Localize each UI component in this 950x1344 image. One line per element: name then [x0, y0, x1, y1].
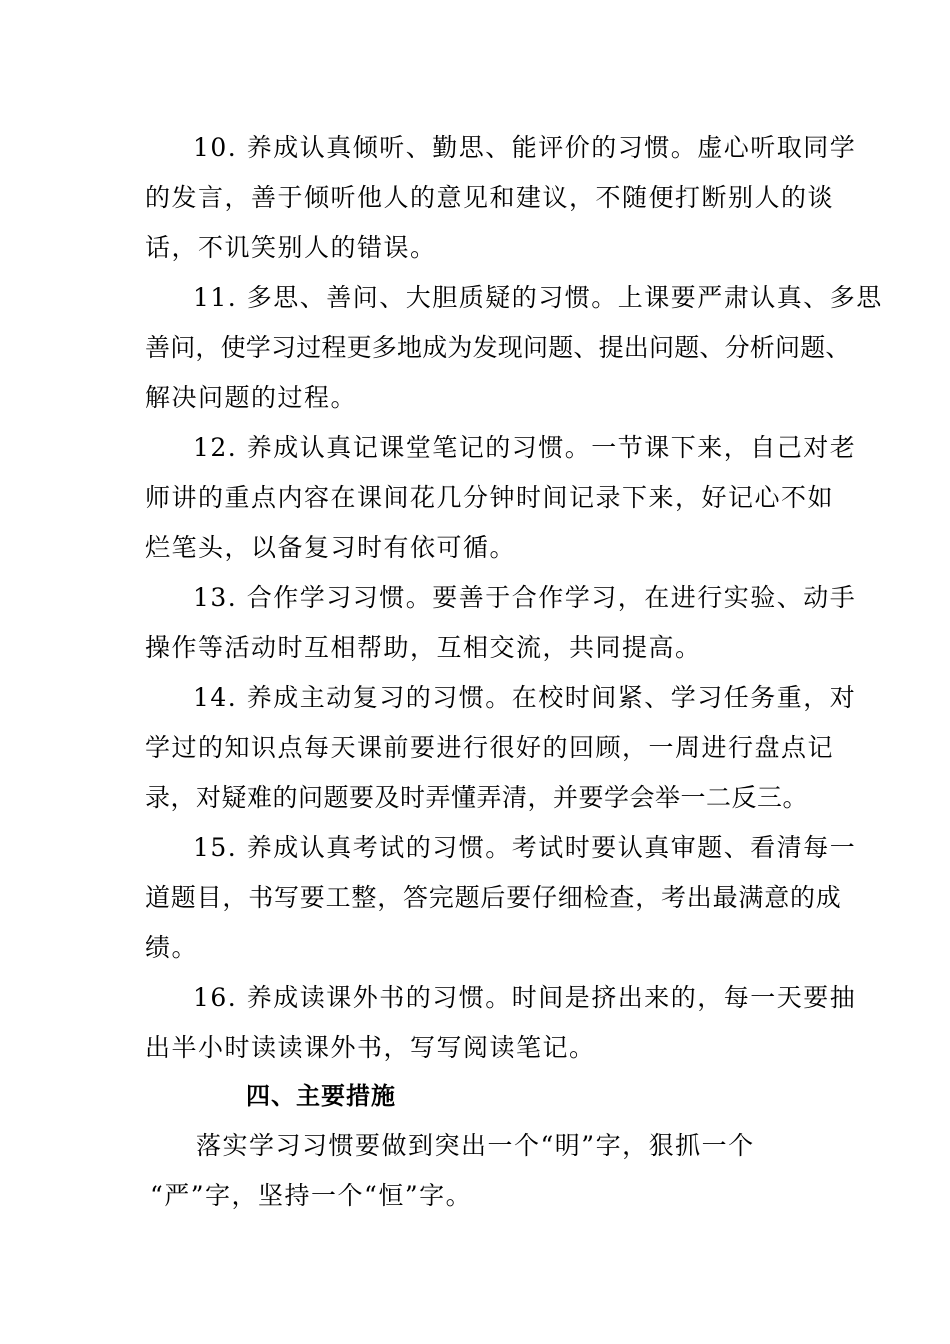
paragraph-line: 善问，使学习过程更多地成为发现问题、提出问题、分析问题、	[145, 333, 851, 362]
paragraph-line: 绩。	[145, 933, 199, 962]
paragraph-line: 15. 养成认真考试的习惯。考试时要认真审题、看清每一	[193, 833, 857, 862]
paragraph-line: 解决问题的过程。	[145, 383, 358, 412]
paragraph-line: 烂笔头，以备复习时有依可循。	[145, 533, 517, 562]
paragraph-line: 学过的知识点每天课前要进行很好的回顾，一周进行盘点记	[145, 733, 835, 762]
paragraph-line: 录，对疑难的问题要及时弄懂弄清，并要学会举一二反三。	[145, 783, 809, 812]
paragraph-line: 落实学习习惯要做到突出一个“明”字，狠抓一个	[196, 1131, 755, 1160]
paragraph-line: 11. 多思、善问、大胆质疑的习惯。上课要严肃认真、多思	[193, 283, 883, 312]
paragraph-line: “严”字，坚持一个“恒”字。	[150, 1181, 473, 1210]
paragraph-line: 的发言，善于倾听他人的意见和建议，不随便打断别人的谈	[145, 183, 835, 212]
paragraph-line: 师讲的重点内容在课间花几分钟时间记录下来，好记心不如	[145, 483, 835, 512]
paragraph-line: 16. 养成读课外书的习惯。时间是挤出来的，每一天要抽	[193, 983, 857, 1012]
paragraph-line: 13. 合作学习习惯。要善于合作学习，在进行实验、动手	[193, 583, 857, 612]
paragraph-line: 话，不讥笑别人的错误。	[145, 233, 437, 262]
paragraph-line: 10. 养成认真倾听、勤思、能评价的习惯。虚心听取同学	[193, 133, 857, 162]
section-heading: 四、主要措施	[246, 1082, 396, 1110]
paragraph-line: 12. 养成认真记课堂笔记的习惯。一节课下来，自己对老	[193, 433, 857, 462]
paragraph-line: 道题目，书写要工整，答完题后要仔细检查，考出最满意的成	[145, 883, 842, 912]
paragraph-line: 出半小时读读课外书，写写阅读笔记。	[145, 1033, 596, 1062]
paragraph-line: 14. 养成主动复习的习惯。在校时间紧、学习任务重，对	[193, 683, 857, 712]
paragraph-line: 操作等活动时互相帮助，互相交流，共同提高。	[145, 633, 702, 662]
